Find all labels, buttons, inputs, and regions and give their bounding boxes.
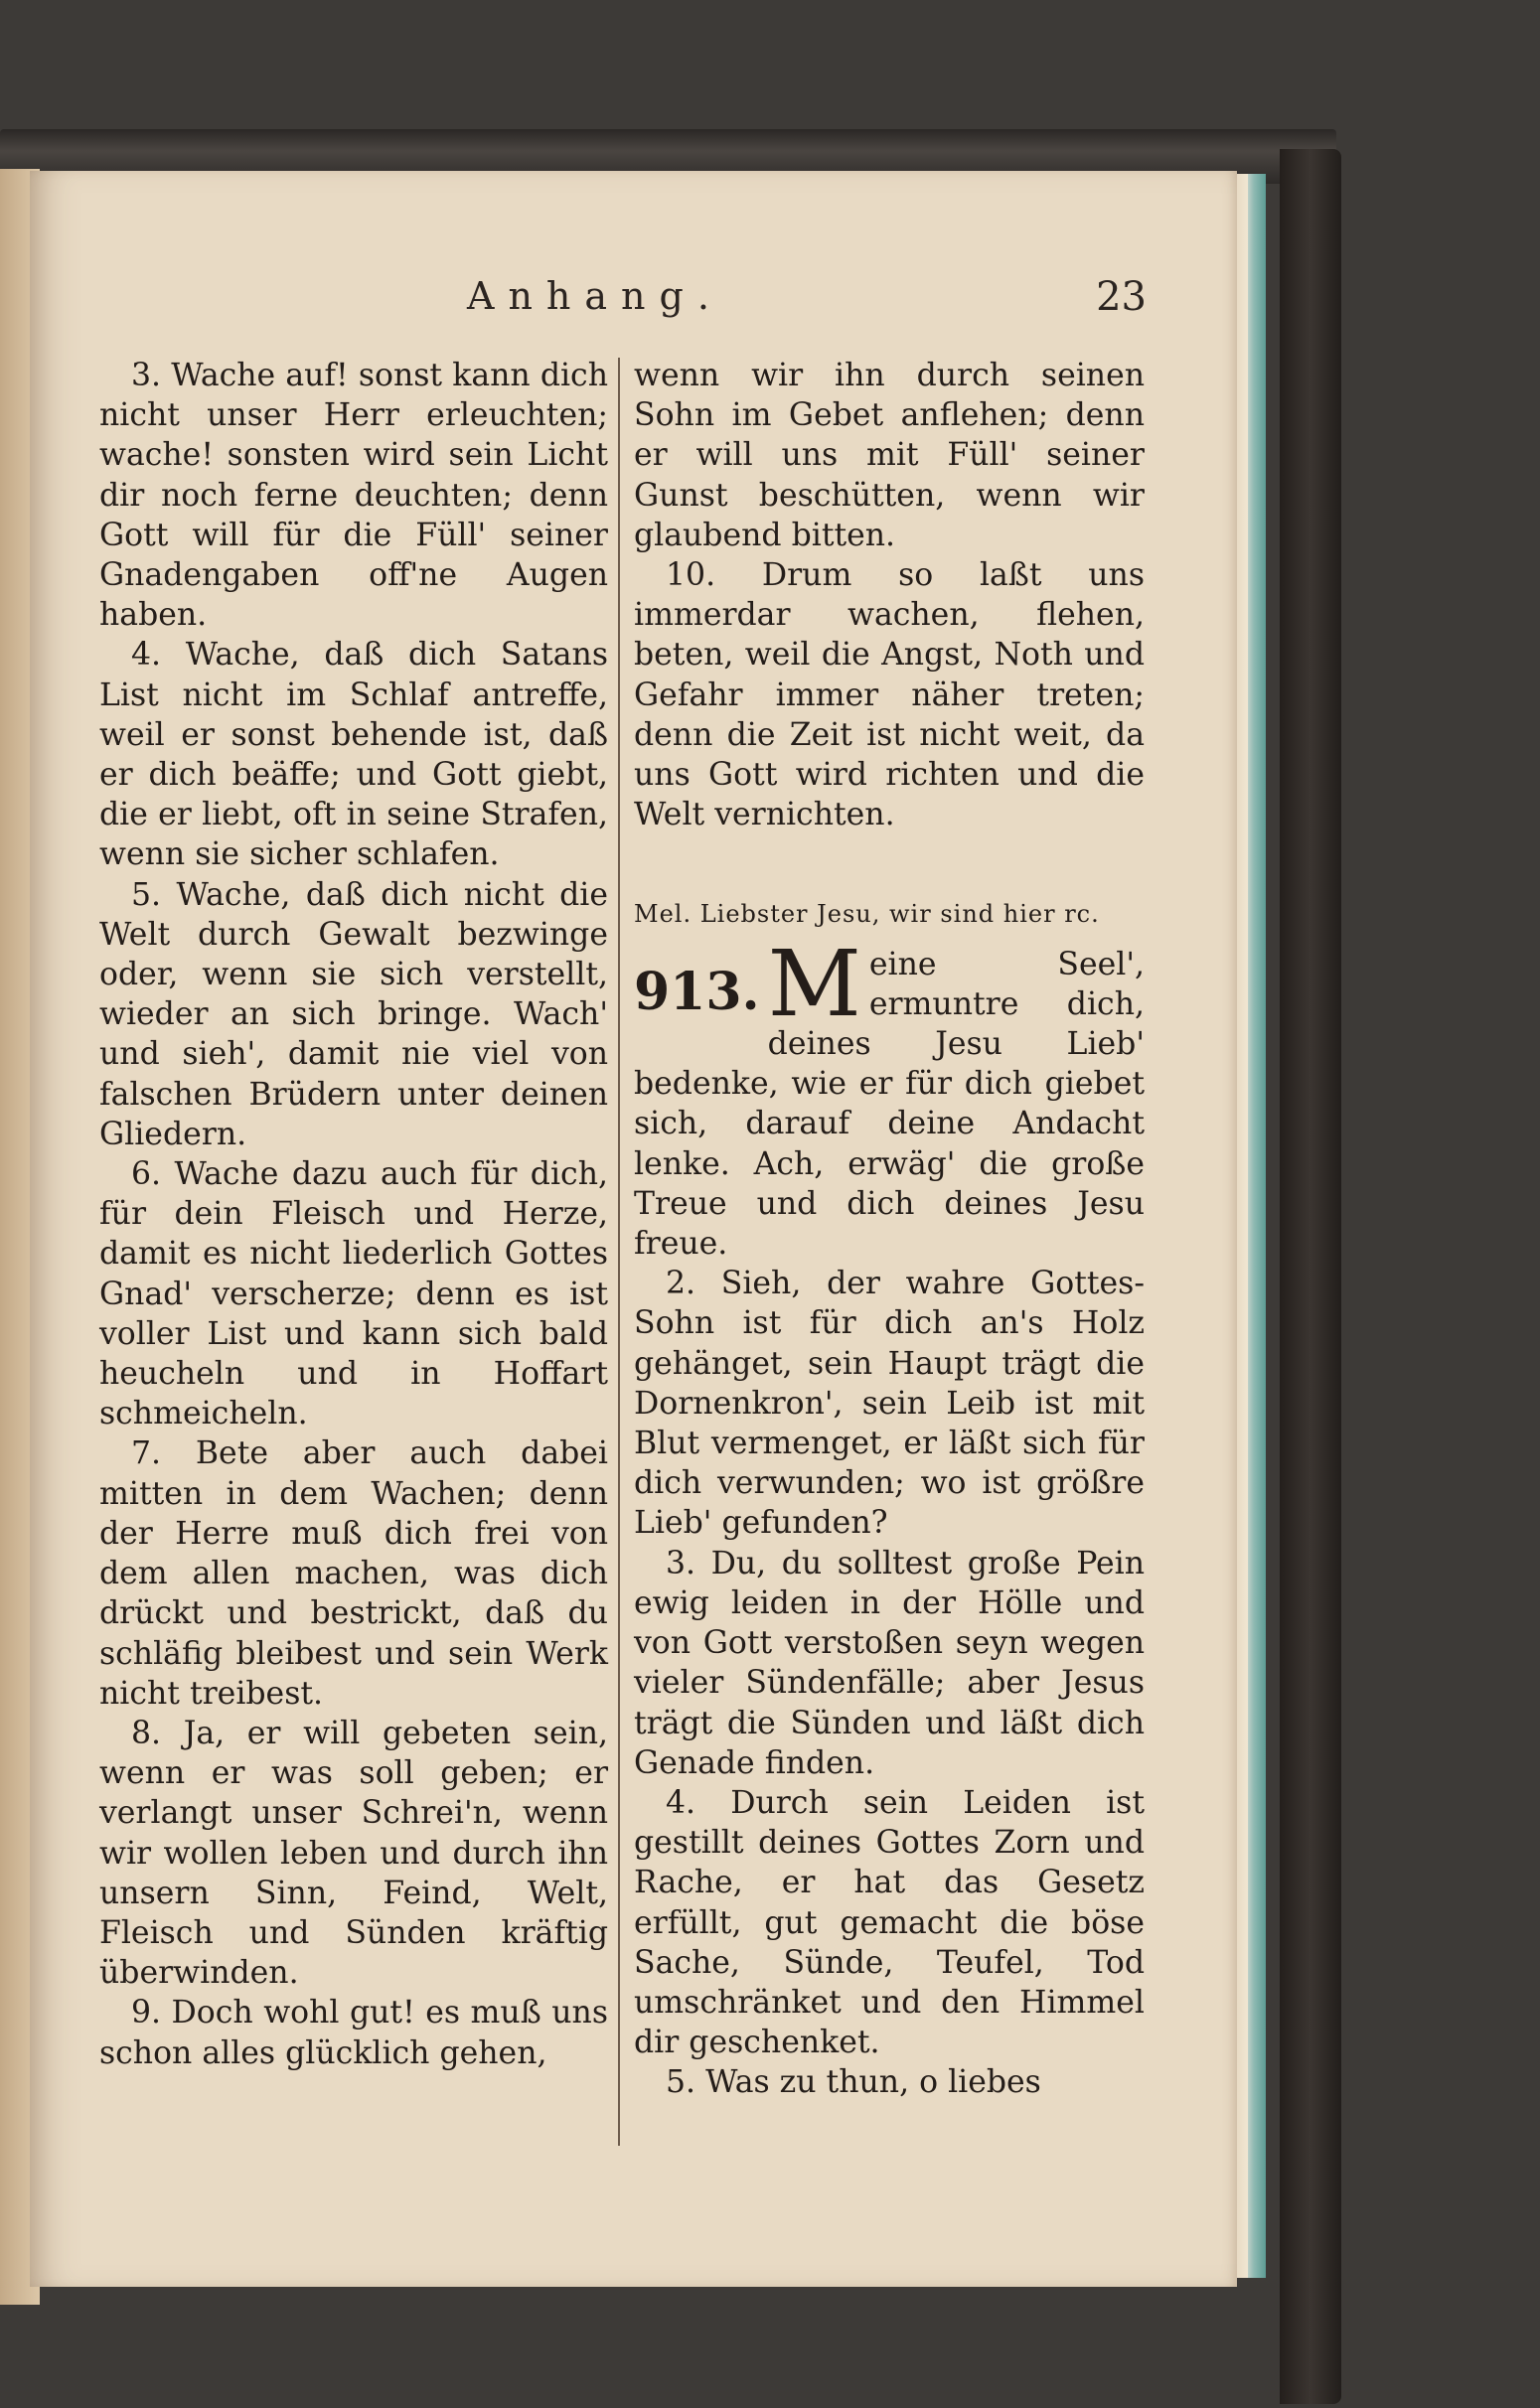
- verse-9: 9. Doch wohl gut! es muß uns schon alles glücklich gehen,: [99, 1995, 608, 2071]
- verse-10: 10. Drum so laßt uns immerdar wachen, flehen, beten, weil die Angst, Noth und Gefahr immer näher treten; denn die Zeit ist nicht weit, da uns Gott wird richten und die Welt vernichten.: [634, 557, 1145, 833]
- hymn-number: 913.: [634, 961, 760, 1022]
- verse-9-continuation: wenn wir ihn durch seinen Sohn im Gebet anflehen; denn er will uns mit Füll' seiner Gunst beschütten, wenn wir glaubend bitten.: [634, 358, 1145, 553]
- page-number: 23: [1096, 274, 1147, 320]
- verse-8: 8. Ja, er will gebeten sein, wenn er was soll geben; er verlangt unser Schrei'n, wenn wir wollen leben und durch ihn unsern Sinn, Feind, Welt, Fleisch und Sünden kräftig überwinden.: [99, 1715, 608, 1992]
- hymn-verse-2: 2. Sieh, der wahre Gottes-Sohn ist für dich an's Holz gehänget, sein Haupt trägt die Dornenkron', sein Leib ist mit Blut vermenget, er läßt sich für dich verwunden; wo ist größre Lieb' gefunden?: [634, 1266, 1145, 1542]
- book-cover-right-edge: [1280, 149, 1341, 2404]
- hymn-verse-4: 4. Durch sein Leiden ist gestillt deines Gottes Zorn und Rache, er hat das Gesetz erfüllt, gut gemacht die böse Sache, Sünde, Teufel, Tod umschränket und den Himmel dir geschenket.: [634, 1784, 1145, 2061]
- column-divider: [618, 358, 620, 2146]
- page-header: [467, 274, 1147, 334]
- left-column: [99, 356, 608, 2073]
- page-edge-colored: [1246, 174, 1266, 2278]
- verse-6: 6. Wache dazu auch für dich, für dein Fleisch und Herze, damit es nicht liederlich Gottes Gnad' verscherze; denn es ist voller List und kann sich bald heucheln und in Hoffart schmeicheln.: [99, 1156, 608, 1432]
- hymn-verse-3: 3. Du, du solltest große Pein ewig leiden in der Hölle und von Gott verstoßen seyn wegen vieler Sündenfälle; aber Jesus trägt die Sünden und läßt dich Genade finden.: [634, 1545, 1145, 1781]
- verse-7: 7. Bete aber auch dabei mitten in dem Wachen; denn der Herre muß dich frei von dem allen machen, was dich drückt und bestrickt, daß du schläfig bleibest und sein Werk nicht treibest.: [99, 1435, 608, 1712]
- verse-4: 4. Wache, daß dich Satans List nicht im Schlaf antreffe, weil er sonst behende ist, daß er dich beäffe; und Gott giebt, die er liebt, oft in seine Strafen, wenn sie sicher schlafen.: [99, 637, 608, 873]
- melody-line: Mel. Liebster Jesu, wir sind hier rc.: [634, 900, 1100, 929]
- hymn-verse-5: 5. Was zu thun, o liebes: [666, 2064, 1041, 2101]
- drop-initial: M: [767, 930, 861, 1037]
- hymn-first-verse: eine Seel', ermuntre dich, deines Jesu Lieb' bedenke, wie er für dich giebet sich, darauf deine Andacht lenke. Ach, erwäg' die große Treue und dich deines Jesu freue.: [634, 946, 1145, 1263]
- right-column: [634, 356, 1145, 2103]
- verse-3: 3. Wache auf! sonst kann dich nicht unser Herr erleuchten; wache! sonsten wird sein Licht dir noch ferne deuchten; denn Gott will für die Füll' seiner Gnadengaben off'ne Augen haben.: [99, 358, 608, 634]
- hymn-913: [634, 930, 1145, 1265]
- verse-5: 5. Wache, daß dich nicht die Welt durch Gewalt bezwinge oder, wenn sie sich verstellt, wieder an sich bringe. Wach' und sieh', damit nie viel von falschen Brüdern unter deinen Gliedern.: [99, 876, 608, 1152]
- running-head: Anhang.: [467, 274, 723, 318]
